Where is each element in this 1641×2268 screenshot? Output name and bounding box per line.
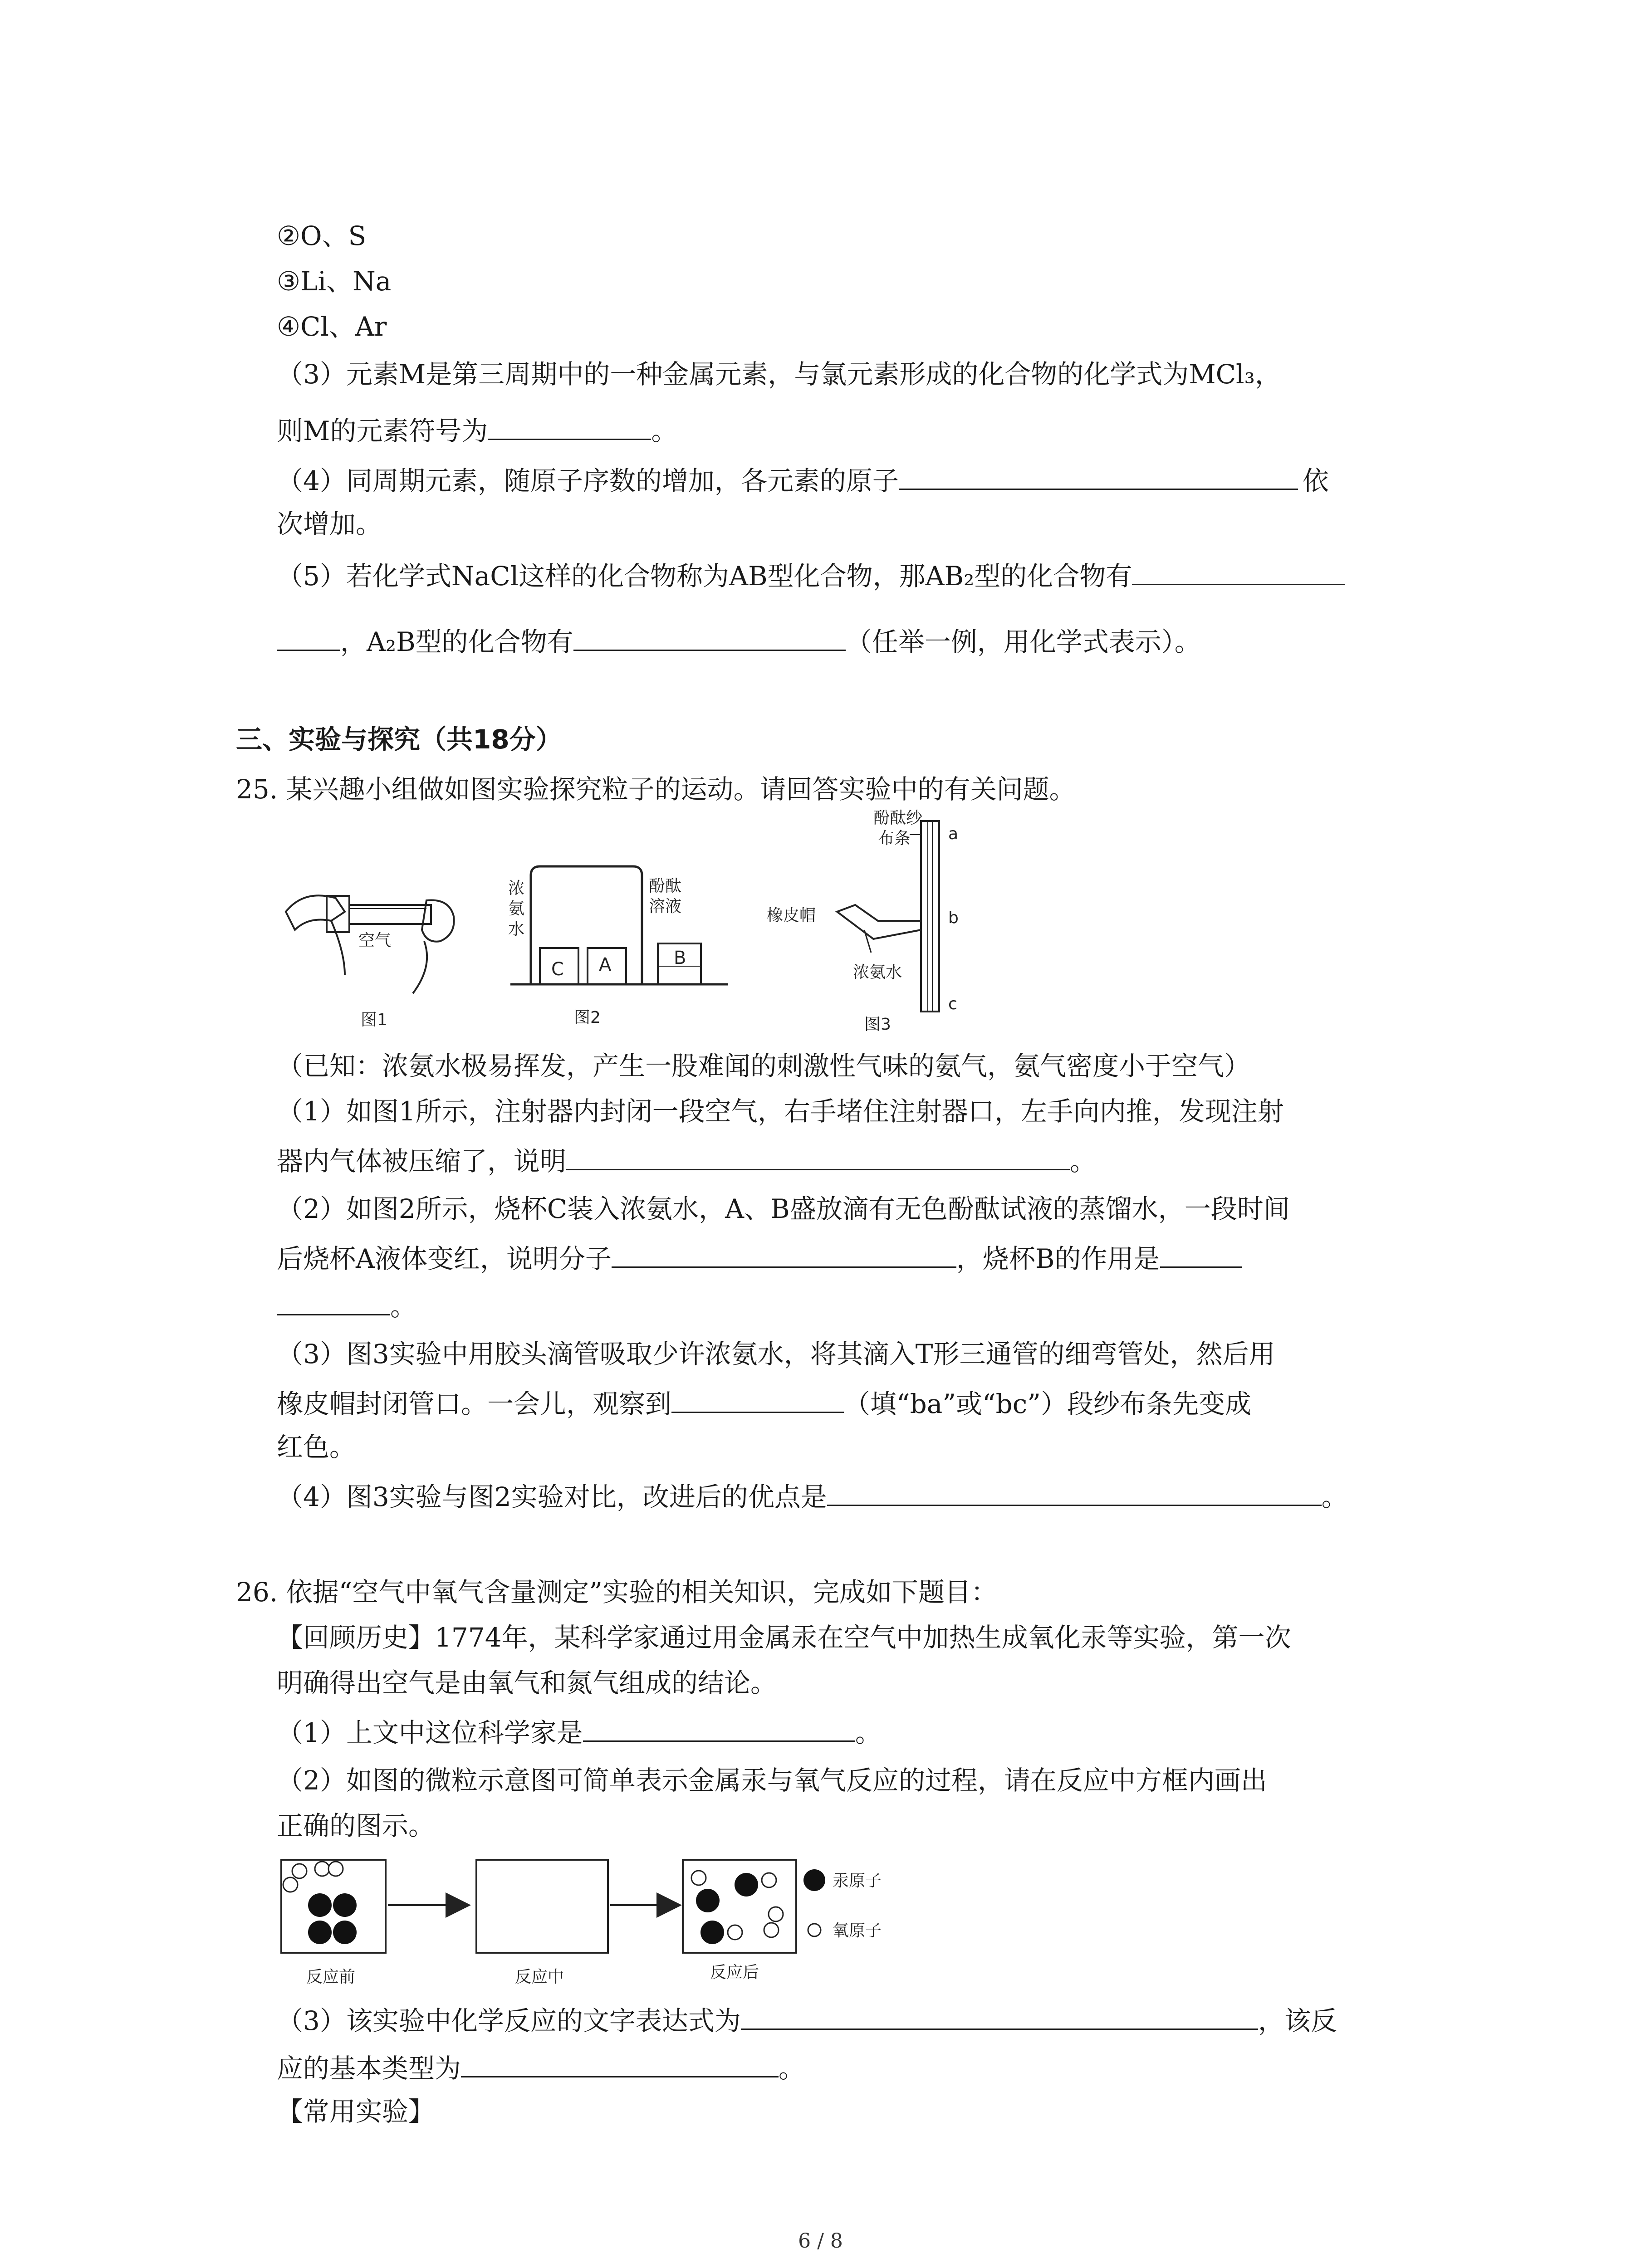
q25-part2-line3 bbox=[277, 1286, 416, 1325]
q26-part1-end: 。 bbox=[855, 1717, 882, 1748]
q24-part4-text: （4）同周期元素，随原子序数的增加，各元素的原子 bbox=[277, 465, 899, 496]
q24-part3-line1: （3）元素M是第三周期中的一种金属元素，与氯元素形成的化合物的化学式为MCl₃， bbox=[277, 359, 1281, 390]
q26-part2-line1: （2）如图的微粒示意图可简单表示金属汞与氧气反应的过程，请在反应中方框内画出 bbox=[277, 1765, 1267, 1796]
q25-part2-end: 。 bbox=[390, 1291, 417, 1322]
q26-common-heading: 【常用实验】 bbox=[277, 2096, 435, 2127]
q26-part3-end: 。 bbox=[779, 2053, 805, 2084]
q25-part4-text: （4）图3实验与图2实验对比，改进后的优点是 bbox=[277, 1481, 827, 1512]
reaction-particle-diagram bbox=[277, 1851, 948, 2014]
figure-1-syringe bbox=[277, 862, 467, 1034]
q24-part4-line2: 次增加。 bbox=[277, 508, 382, 539]
q24-part4-line1 bbox=[277, 460, 1329, 499]
mercury-atom-legend bbox=[803, 1869, 825, 1891]
answer-blank[interactable] bbox=[461, 2048, 779, 2077]
answer-blank[interactable] bbox=[741, 2000, 1258, 2030]
q26-part3-line1 bbox=[277, 2000, 1337, 2039]
figure-2-beakers bbox=[501, 848, 737, 1039]
after-label: 反应后 bbox=[710, 1963, 759, 1982]
during-label: 反应中 bbox=[515, 1968, 564, 1986]
q26-history-line1: 【回顾历史】1774年，某科学家通过用金属汞在空气中加热生成氧化汞等实验，第一次 bbox=[277, 1622, 1291, 1653]
q24-part3-end: 。 bbox=[651, 415, 678, 446]
phenol-label-2: 溶液 bbox=[649, 897, 682, 916]
q26-part3-line2 bbox=[277, 2048, 805, 2087]
answer-blank[interactable] bbox=[899, 460, 1298, 490]
q26-part3-text3: 应的基本类型为 bbox=[277, 2053, 461, 2084]
answer-blank[interactable] bbox=[277, 1286, 390, 1315]
answer-blank[interactable] bbox=[583, 1712, 855, 1742]
option-4: ④Cl、Ar bbox=[277, 311, 387, 342]
before-label: 反应前 bbox=[306, 1968, 356, 1986]
left-hand bbox=[286, 895, 345, 930]
q25-known: （已知：浓氨水极易挥发，产生一股难闻的刺激性气味的氨气，氨气密度小于空气） bbox=[277, 1051, 1251, 1081]
q25-part3-line2 bbox=[277, 1383, 1251, 1422]
option-3: ③Li、Na bbox=[277, 266, 392, 297]
mark-c: c bbox=[948, 995, 957, 1013]
q24-part4-end: 依 bbox=[1302, 465, 1329, 496]
vertical-tube bbox=[921, 821, 939, 1012]
page-number: 6 / 8 bbox=[798, 2229, 843, 2253]
figure-1-caption: 图1 bbox=[361, 1011, 387, 1029]
answer-blank[interactable] bbox=[488, 411, 651, 440]
q24-part5-line2 bbox=[277, 621, 1201, 660]
q25-part4-end: 。 bbox=[1321, 1481, 1348, 1512]
phenol-label-1: 酚酞 bbox=[649, 877, 682, 895]
air-label: 空气 bbox=[358, 931, 392, 950]
q26-part2-line2: 正确的图示。 bbox=[277, 1810, 435, 1841]
answer-blank[interactable] bbox=[277, 621, 340, 651]
q25-part3-line1: （3）图3实验中用胶头滴管吸取少许浓氨水，将其滴入T形三通管的细弯管处，然后用 bbox=[277, 1339, 1275, 1369]
q24-part5-text2: ，A₂B型的化合物有 bbox=[340, 626, 573, 657]
answer-blank[interactable] bbox=[573, 621, 846, 651]
answer-blank[interactable] bbox=[612, 1238, 956, 1268]
legend-hg-label: 汞原子 bbox=[833, 1872, 882, 1890]
cup-a-label: A bbox=[599, 954, 612, 975]
q24-part5-end: （任举一例，用化学式表示）。 bbox=[845, 626, 1201, 657]
q25-part2-line1: （2）如图2所示，烧杯C装入浓氨水，A、B盛放滴有无色酚酞试液的蒸馏水，一段时间 bbox=[277, 1193, 1290, 1224]
q26-part1 bbox=[277, 1712, 882, 1751]
q25-part3-text: 橡皮帽封闭管口。一会儿，观察到 bbox=[277, 1388, 672, 1419]
q25-part3-line3: 红色。 bbox=[277, 1432, 356, 1462]
q25-part1-line1: （1）如图1所示，注射器内封闭一段空气，右手堵住注射器口，左手向内推，发现注射 bbox=[277, 1096, 1284, 1127]
gauze-label-1: 酚酞纱 bbox=[873, 809, 923, 827]
q25-part1-line2 bbox=[277, 1141, 1096, 1179]
q26-stem: 26. 依据“空气中氧气含量测定”实验的相关知识，完成如下题目： bbox=[236, 1577, 997, 1608]
q25-part4-line1 bbox=[277, 1476, 1348, 1515]
q26-part1-text: （1）上文中这位科学家是 bbox=[277, 1717, 583, 1748]
section-heading: 三、实验与探究（共18分） bbox=[236, 724, 562, 755]
q25-part1-end: 。 bbox=[1070, 1146, 1097, 1177]
ammonia-label-1: 浓 bbox=[508, 879, 525, 898]
option-2: ②O、S bbox=[277, 220, 367, 251]
q26-part3-text2: ，该反 bbox=[1258, 2005, 1337, 2036]
answer-blank[interactable] bbox=[827, 1476, 1322, 1506]
mark-a: a bbox=[948, 825, 959, 843]
side-tube bbox=[837, 905, 921, 939]
mark-b: b bbox=[948, 909, 959, 927]
answer-blank[interactable] bbox=[1160, 1238, 1242, 1268]
figure-3-caption: 图3 bbox=[864, 1015, 891, 1034]
ammonia-label: 浓氨水 bbox=[853, 963, 902, 982]
q25-part2-text: 后烧杯A液体变红，说明分子 bbox=[277, 1243, 612, 1274]
q25-part1-text: 器内气体被压缩了，说明 bbox=[277, 1146, 567, 1177]
q24-part5-text: （5）若化学式NaCl这样的化合物称为AB型化合物，那AB₂型的化合物有 bbox=[277, 561, 1132, 591]
answer-blank[interactable] bbox=[1132, 556, 1345, 585]
answer-blank[interactable] bbox=[566, 1141, 1070, 1170]
oxygen-atom-legend bbox=[808, 1924, 821, 1936]
q25-part2-line2 bbox=[277, 1238, 1242, 1277]
q24-part3-text: 则M的元素符号为 bbox=[277, 415, 488, 446]
q25-part2-text2: ，烧杯B的作用是 bbox=[956, 1243, 1160, 1274]
cup-b-label: B bbox=[674, 948, 686, 968]
during-box[interactable] bbox=[476, 1860, 608, 1953]
ammonia-label-2: 氨 bbox=[508, 899, 525, 918]
q24-part3-line2 bbox=[277, 411, 677, 449]
right-hand bbox=[422, 900, 454, 941]
gauze-label-2: 布条 bbox=[878, 829, 911, 848]
q26-part3-text: （3）该实验中化学反应的文字表达式为 bbox=[277, 2005, 741, 2036]
answer-blank[interactable] bbox=[671, 1383, 844, 1413]
q26-history-line2: 明确得出空气是由氧气和氮气组成的结论。 bbox=[277, 1667, 777, 1698]
legend-o-label: 氧原子 bbox=[833, 1921, 882, 1940]
q25-part3-text2: （填“ba”或“bc”）段纱布条先变成 bbox=[844, 1388, 1251, 1419]
cup-c-label: C bbox=[551, 959, 564, 980]
syringe-barrel bbox=[349, 905, 431, 924]
q24-part5-line1 bbox=[277, 556, 1345, 594]
q25-stem: 25. 某兴趣小组做如图实验探究粒子的运动。请回答实验中的有关问题。 bbox=[236, 774, 1076, 805]
figure-2-caption: 图2 bbox=[574, 1008, 601, 1027]
ammonia-label-3: 水 bbox=[508, 920, 525, 938]
cap-label: 橡皮帽 bbox=[767, 906, 816, 925]
figure-3-t-tube bbox=[742, 807, 1023, 1043]
